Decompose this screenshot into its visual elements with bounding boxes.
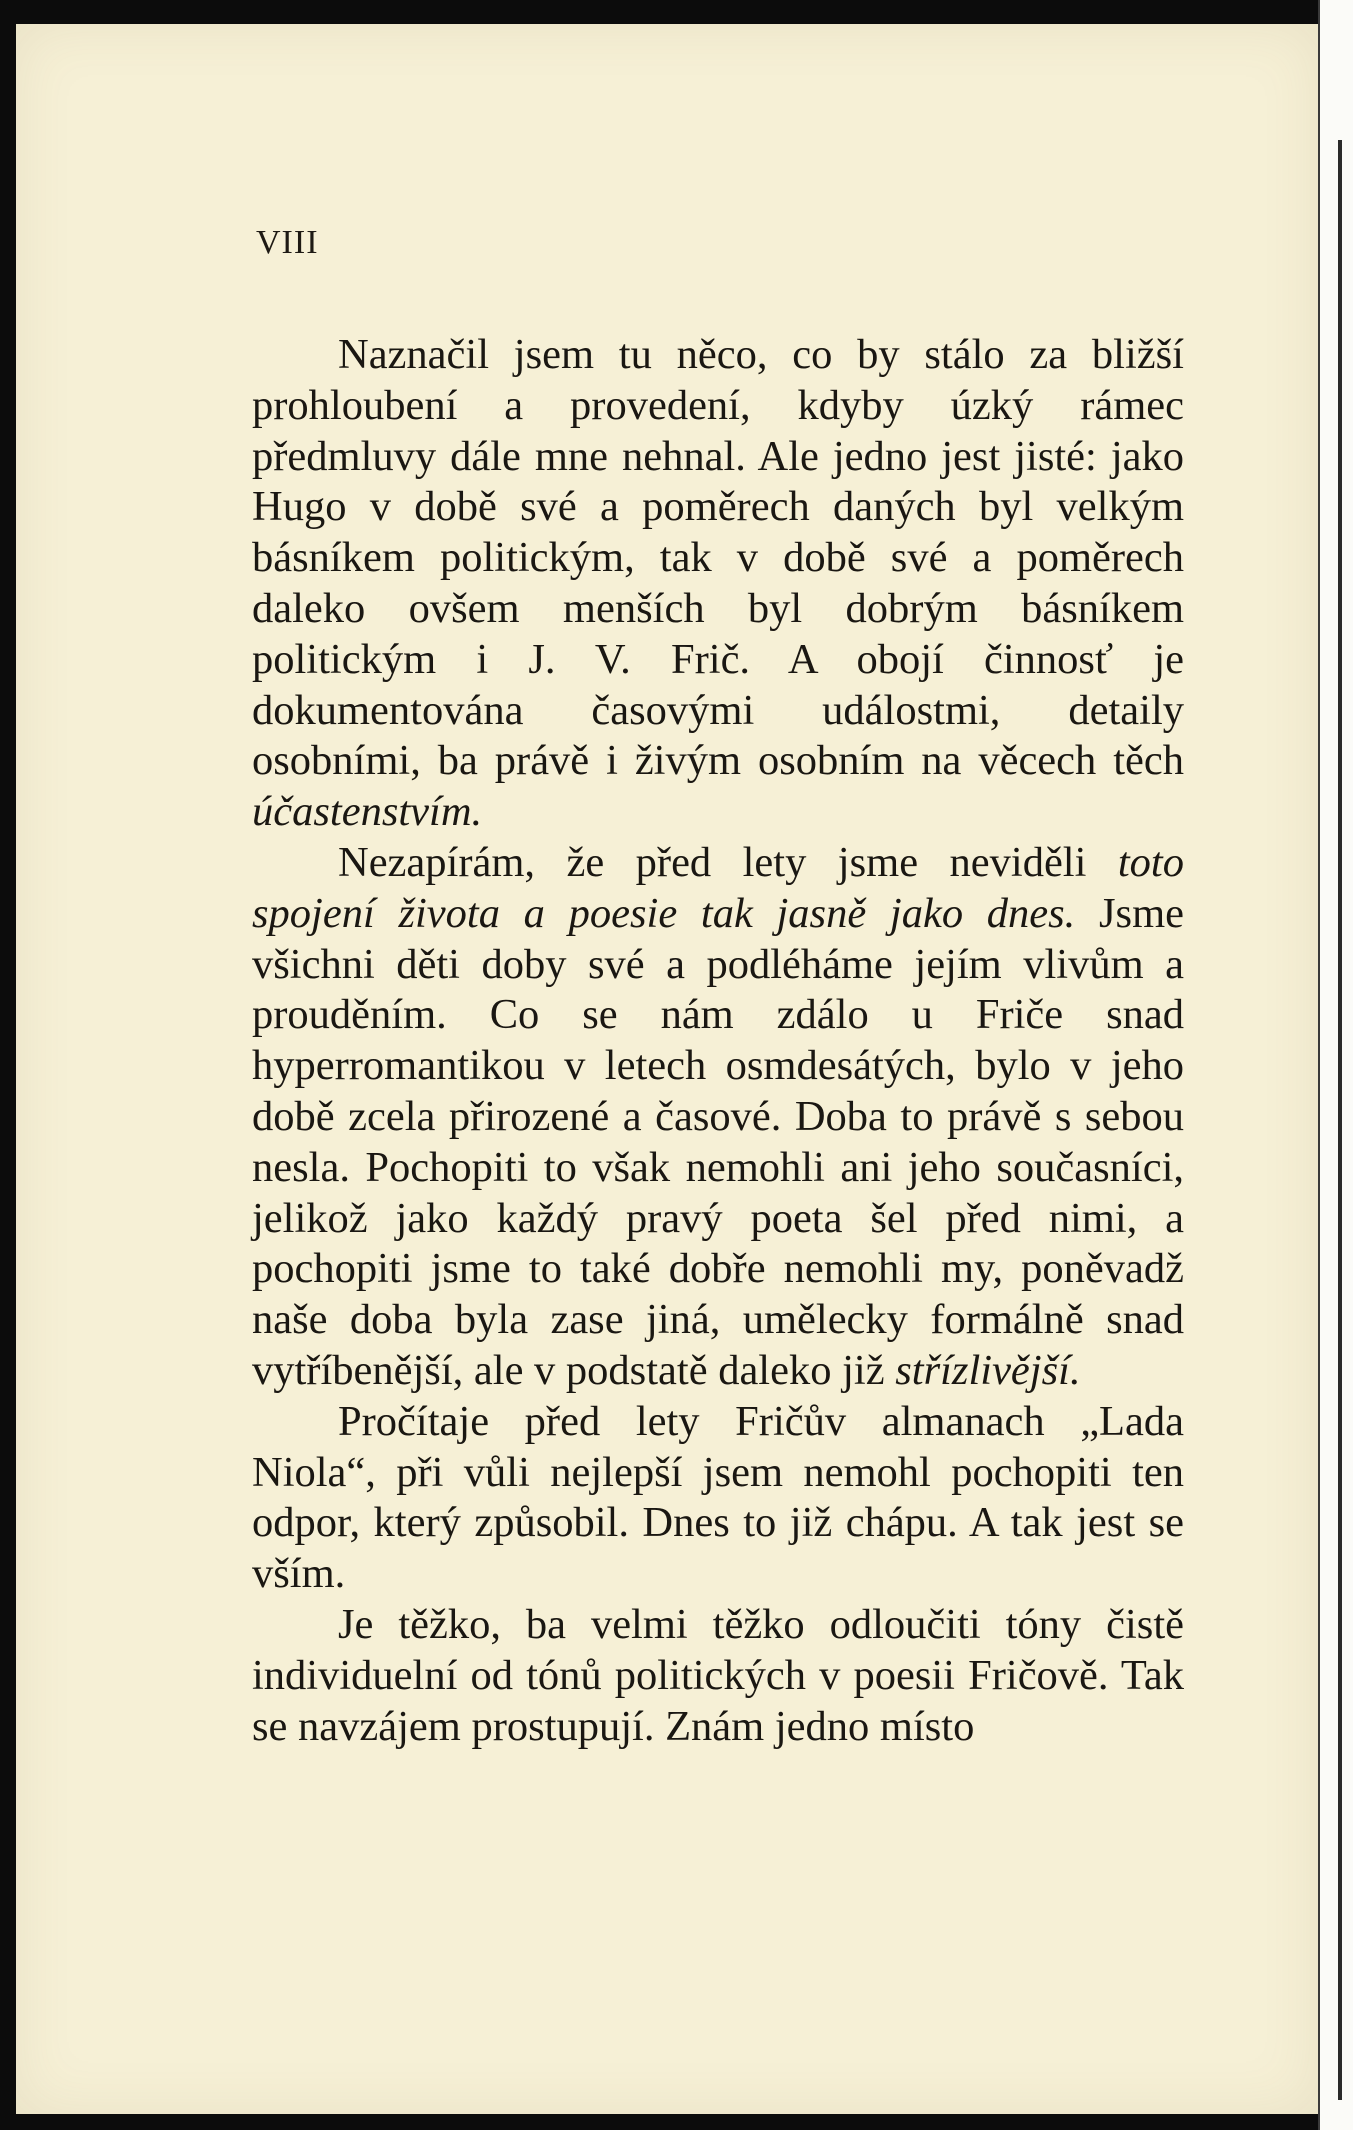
- paragraph-2-final-emphasis: střízlivější.: [895, 1346, 1081, 1394]
- paragraph-1: [252, 330, 1184, 838]
- paragraph-3-text: Pročítaje před lety Fričův almanach „Lada Niola“, při vůli nejlepší jsem nemohl pochopiti ten odpor, který způsobil. Dnes to již chápu. A tak jest se vším.: [252, 1397, 1184, 1598]
- page-body-text: [252, 330, 1184, 1752]
- book-spine-edge: [1318, 0, 1353, 2130]
- paragraph-4: [252, 1600, 1184, 1752]
- paragraph-1-text: Naznačil jsem tu něco, co by stálo za bližší prohloubení a provedení, kdyby úzký rámec předmluvy dále mne nehnal. Ale jedno jest jisté: jako Hugo v době své a poměrech daných byl velkým básníkem politickým, tak v době své a poměrech daleko ovšem menších byl dobrým básníkem politickým i J. V. Frič. A obojí činnosť je dokumentována časovými událostmi, detaily osobními, ba právě i živým osobním na věcech těch: [252, 331, 1184, 785]
- page-number: VIII: [256, 224, 319, 261]
- paragraph-2-emphasis: toto spojení života a poesie tak jasně jako dnes.: [252, 838, 1184, 937]
- paragraph-2: [252, 838, 1184, 1397]
- paragraph-2-text-start: Nezapírám, že před lety jsme neviděli: [338, 838, 1118, 886]
- spine-shadow-line: [1338, 140, 1342, 2100]
- paragraph-1-emphasis: účastenstvím.: [252, 788, 483, 836]
- paragraph-4-text: Je těžko, ba velmi těžko odloučiti tóny čistě individuelní od tónů politických v poesii Fričově. Tak se navzájem prostupují. Znám jedno místo: [252, 1600, 1184, 1750]
- paragraph-2-text-end: Jsme všichni děti doby své a podléháme jejím vlivům a prouděním. Co se nám zdálo u Friče snad hyperromantikou v letech osmdesátých, bylo v jeho době zcela přirozené a časové. Doba to právě s sebou nesla. Pochopiti to však nemohli ani jeho současníci, jelikož jako každý pravý poeta šel před nimi, a pochopiti jsme to také dobře nemohli my, poněvadž naše doba byla zase jiná, umělecky formálně snad vytříbenější, ale v podstatě daleko již: [252, 889, 1184, 1394]
- paragraph-3: [252, 1397, 1184, 1600]
